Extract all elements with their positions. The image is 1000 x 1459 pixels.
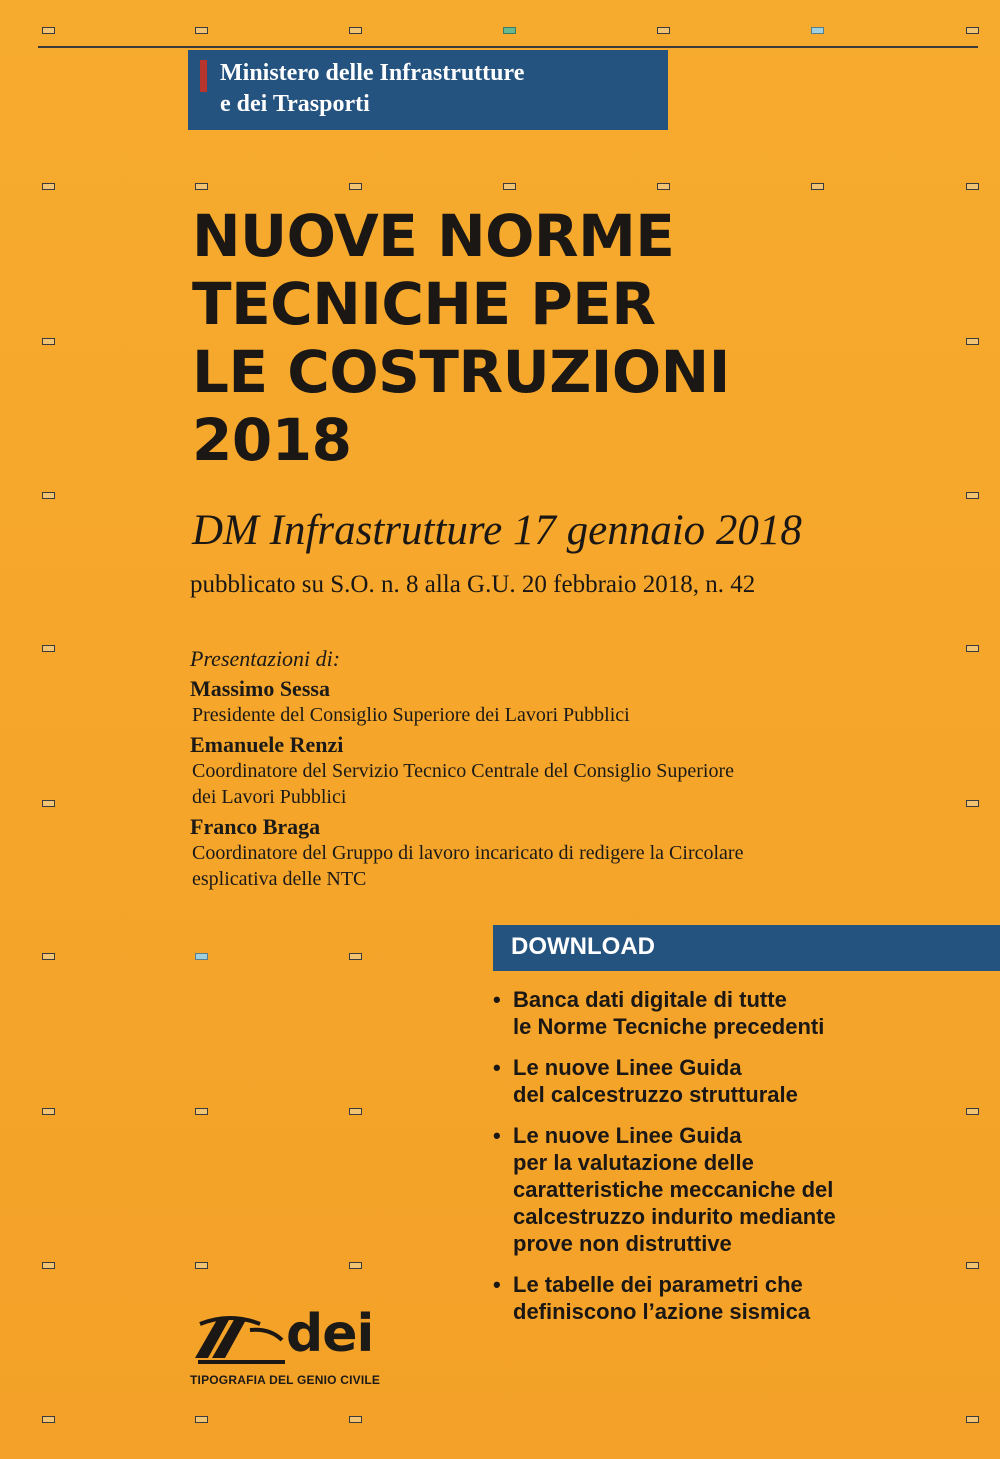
presenter-name: Franco Braga	[190, 814, 321, 839]
decorative-dot	[42, 183, 55, 190]
publisher-wordmark: dei	[286, 1304, 374, 1364]
decorative-dot	[42, 645, 55, 652]
decorative-dot	[349, 1416, 362, 1423]
presenter-role: esplicativa delle NTC	[192, 868, 367, 890]
title-line: 2018	[192, 406, 352, 474]
decorative-dot	[42, 800, 55, 807]
decorative-dot	[657, 27, 670, 34]
decorative-dot	[966, 1416, 979, 1423]
publisher-logo	[190, 1304, 390, 1390]
presenter-role: Coordinatore del Gruppo di lavoro incaricato di redigere la Circolare	[192, 842, 744, 864]
decorative-dot	[42, 1262, 55, 1269]
download-item-line: prove non distruttive	[513, 1231, 732, 1256]
bullet-icon: •	[493, 1272, 501, 1297]
presenter-role: Presidente del Consiglio Superiore dei Lavori Pubblici	[192, 704, 630, 726]
decorative-dot	[966, 338, 979, 345]
title-line: TECNICHE PER	[192, 270, 656, 338]
ministry-line-2: e dei Trasporti	[220, 91, 370, 117]
bullet-icon: •	[493, 1055, 501, 1080]
decorative-dot	[966, 800, 979, 807]
download-item-line: calcestruzzo indurito mediante	[513, 1204, 836, 1229]
decorative-dot	[195, 1108, 208, 1115]
red-accent-bar	[200, 60, 207, 92]
download-item-line: Le nuove Linee Guida	[513, 1055, 742, 1080]
decorative-dot	[966, 492, 979, 499]
bullet-icon: •	[493, 1123, 501, 1148]
download-list	[493, 986, 993, 1339]
decorative-dot	[349, 1262, 362, 1269]
download-item-line: Banca dati digitale di tutte	[513, 987, 787, 1012]
decorative-dot	[811, 27, 824, 34]
decorative-dot	[966, 27, 979, 34]
download-item-line: Le nuove Linee Guida	[513, 1123, 742, 1148]
decorative-dot	[503, 183, 516, 190]
download-item-line: caratteristiche meccaniche del	[513, 1177, 834, 1202]
bullet-icon: •	[493, 987, 501, 1012]
presenter-role: dei Lavori Pubblici	[192, 786, 347, 808]
decorative-dot	[349, 1108, 362, 1115]
download-item-line: del calcestruzzo strutturale	[513, 1082, 798, 1107]
publisher-logo-icon	[190, 1310, 290, 1370]
decorative-dot	[42, 953, 55, 960]
presenter	[190, 732, 890, 810]
decorative-dot	[42, 338, 55, 345]
decorative-dot	[195, 1416, 208, 1423]
publication-info: pubblicato su S.O. n. 8 alla G.U. 20 febbraio 2018, n. 42	[190, 571, 756, 598]
download-item	[493, 986, 993, 1040]
decorative-dot	[195, 953, 208, 960]
decorative-dot	[503, 27, 516, 34]
decorative-dot	[195, 183, 208, 190]
presenter-role: Coordinatore del Servizio Tecnico Centrale del Consiglio Superiore	[192, 760, 734, 782]
decorative-dot	[966, 645, 979, 652]
title-line: LE COSTRUZIONI	[192, 338, 730, 406]
download-item-line: le Norme Tecniche precedenti	[513, 1014, 825, 1039]
presenter-name: Emanuele Renzi	[190, 732, 344, 757]
download-label: DOWNLOAD	[511, 933, 655, 960]
presenter	[190, 676, 890, 728]
decorative-dot	[349, 27, 362, 34]
decorative-dot	[195, 1262, 208, 1269]
title-line: NUOVE NORME	[192, 202, 675, 270]
download-band	[493, 925, 1000, 971]
presenters-list	[190, 676, 890, 896]
decorative-dot	[42, 1416, 55, 1423]
decorative-dot	[349, 953, 362, 960]
download-item	[493, 1054, 993, 1108]
download-item-line: per la valutazione delle	[513, 1150, 754, 1175]
decorative-dot	[42, 492, 55, 499]
book-title	[192, 202, 892, 474]
download-item-line: definiscono l’azione sismica	[513, 1299, 811, 1324]
presentations-label: Presentazioni di:	[190, 646, 341, 671]
publisher-tagline: TIPOGRAFIA DEL GENIO CIVILE	[190, 1373, 381, 1387]
top-rule	[38, 46, 978, 48]
ministry-line-1: Ministero delle Infrastrutture	[220, 60, 525, 86]
presenter	[190, 814, 890, 892]
decorative-dot	[657, 183, 670, 190]
decorative-dot	[42, 27, 55, 34]
decorative-dot	[195, 27, 208, 34]
subtitle: DM Infrastrutture 17 gennaio 2018	[192, 507, 802, 554]
decorative-dot	[966, 183, 979, 190]
ministry-name	[220, 58, 524, 120]
decorative-dot	[811, 183, 824, 190]
decorative-dot	[349, 183, 362, 190]
download-item	[493, 1271, 993, 1325]
download-item-line: Le tabelle dei parametri che	[513, 1272, 803, 1297]
decorative-dot	[42, 1108, 55, 1115]
ministry-band	[188, 50, 668, 130]
download-item	[493, 1122, 993, 1257]
presenter-name: Massimo Sessa	[190, 676, 330, 701]
